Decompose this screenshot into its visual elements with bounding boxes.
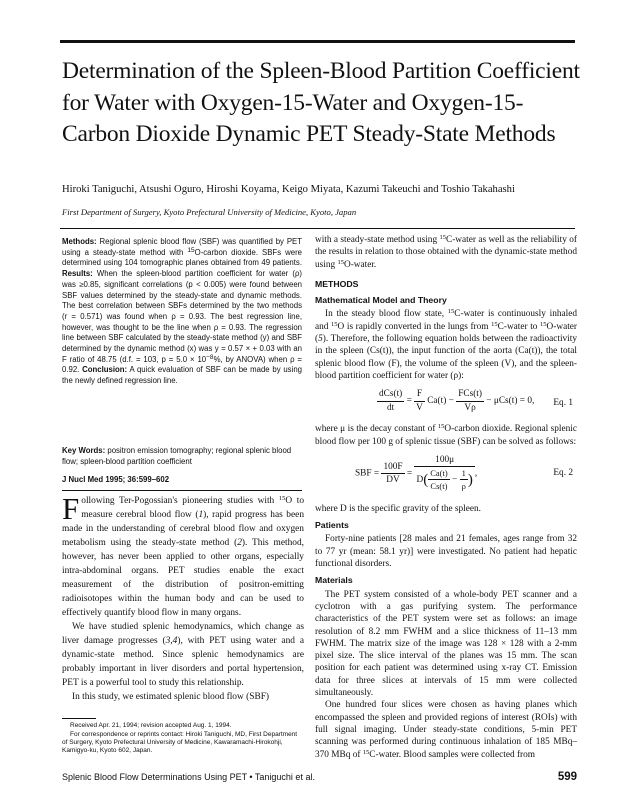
- methods-heading: METHODS: [315, 278, 359, 289]
- patients-paragraph: Forty-nine patients [28 males and 21 females, ages range from 32 to 77 yr (mean: 58.1 yr)] were investigated. No patient had hepatic functional disorders.: [315, 534, 577, 570]
- received-note: Received Apr. 21, 1994; revision accepted Aug. 1, 1994.: [70, 722, 232, 729]
- after-equation-1: where μ is the decay constant of $^{15}$O-carbon dioxide. Regional splenic blood flow per 100 g of splenic tissue (SBF) can be solved as follows:: [315, 423, 577, 447]
- keywords-label: Key Words:: [62, 446, 106, 455]
- materials-heading: Materials: [315, 575, 353, 586]
- drop-cap: F: [62, 491, 80, 526]
- footnote: [62, 722, 302, 756]
- intro-continued: with a steady-state method using $^{15}$C-water as well as the reliability of the results in relation to those obtained with the dynamic-state method using $^{15}$O-water.: [315, 234, 577, 270]
- article-title: Determination of the Spleen-Blood Partition Coefficient for Water with Oxygen-15-Water and Oxygen-15-Carbon Dioxide Dynamic PET Steady-State Methods: [62, 58, 580, 147]
- footnote-rule: [62, 718, 96, 719]
- affiliation: First Department of Surgery, Kyoto Prefectural University of Medicine, Kyoto, Japan: [62, 207, 357, 217]
- intro-paragraph-3: In this study, we estimated splenic blood flow (SBF): [72, 692, 270, 702]
- correspondence-note: For correspondence or reprints contact: Hiroki Taniguchi, MD, First Department of Surgery, Kyoto Prefectural University of Medicine, Kawaramachi-Hirokohji, Kamigyo-ku, Kyoto 602, Japan.: [62, 731, 298, 754]
- header-rule: [60, 228, 575, 229]
- running-title: Splenic Blood Flow Determinations Using PET • Taniguchi et al.: [62, 772, 315, 782]
- body-right-column: [315, 234, 577, 761]
- equation-2-number: Eq. 2: [553, 467, 573, 478]
- top-rule: [60, 40, 575, 43]
- citation-ref: 2: [237, 538, 242, 548]
- model-heading: Mathematical Model and Theory: [315, 295, 447, 306]
- keywords: Key Words: positron emission tomography; regional splenic blood flow; spleen-blood partition coefficient: [62, 446, 292, 466]
- abstract-results-label: Results:: [62, 269, 93, 279]
- equation-1: $\frac{\text{dCs(t)}}{dt}$ = $\frac{F}{V}$ Ca(t) − $\frac{\text{FCs(t)}}{V\rho}$ − μCs(t) = 0, Eq. 1: [379, 389, 573, 413]
- abstract-rule: [62, 490, 302, 491]
- intro-paragraph-2: We have studied splenic hemodynamics, which change as liver damage progresses (3,4), with PET using water and a dynamic-state method. Since splenic hemodynamics are probably important in liver disorders and portal hypertension, PET is a powerful tool to study this relationship.: [62, 622, 304, 688]
- intro-paragraph-1: Following Ter-Pogossian's pioneering studies with $^{15}$O to measure cerebral blood flow (1), rapid progress has been made in the understanding of cerebral blood flow and oxygen metabolism using the steady-state method (2). This method, however, has never been applied to other organs, especially intra-abdominal organs. PET studies enable the exact measurement of the distribution of positron-emitting radioisotopes within the human body and can be used to effectively quantify blood flow in many organs.: [62, 491, 305, 618]
- page-number: 599: [557, 771, 577, 783]
- equation-2: SBF = $\frac{100F}{DV}$ = 100μ D( $\frac{Ca(t)}{Cs(t)}$ − $\frac{1}{\rho}$ ) , Eq. 2: [355, 454, 573, 492]
- materials-paragraph-2: One hundred four slices were chosen as having planes which encompassed the spleen and provided regions of interest (ROIs) with full signal imaging. Under steady-state conditions, 5-min PET scanning was performed during continuous inhalation of 185 MBq–370 MBq of $^{15}$C-water. Blood samples were collected from: [315, 700, 577, 760]
- page-footer: [62, 772, 577, 782]
- citation-ref: 1: [198, 510, 204, 520]
- model-paragraph: In the steady blood flow state, $^{15}$C-water is continuously inhaled and $^{15}$O is rapidly converted in the lungs from $^{15}$C-water to $^{15}$O-water (5). Therefore, the following equation holds between the radioactivity in the spleen (Cs(t)), the input function of the aorta (Ca(t)), the total splenic blood flow (F), the volume of the spleen (V), and the spleen-blood partition coefficient for water (ρ):: [315, 308, 578, 381]
- citation-ref: 3,4: [165, 636, 178, 646]
- after-equation-2: where D is the specific gravity of the spleen.: [315, 503, 481, 514]
- patients-heading: Patients: [315, 520, 349, 531]
- body-left-column: [62, 491, 305, 704]
- materials-paragraph-1: The PET system consisted of a whole-body PET scanner and a cyclotron with a gas purifying system. The performance characteristics of the PET system were set as follows: an image resolution of 8.2 mm FWHM and a slice thickness of 11–13 mm FWHM. The matrix size of the image was 128 × 128 with a 2-mm pixel size. The slice interval of the planes was 15 mm. The scan position for each patient was determined using x-ray CT. Emission data for three slices at intervals of 15 mm were collected simultaneously.: [315, 589, 577, 699]
- journal-reference: J Nucl Med 1995; 36:599–602: [62, 475, 170, 484]
- citation-ref: 5: [318, 334, 323, 345]
- equation-1-number: Eq. 1: [553, 398, 573, 409]
- author-list: Hiroki Taniguchi, Atsushi Oguro, Hiroshi Koyama, Keigo Miyata, Kazumi Takeuchi and Toshio Takahashi: [62, 184, 515, 195]
- abstract: Methods: Regional splenic blood flow (SBF) was quantified by PET using a steady-state method with $^{15}$O-carbon dioxide. SBFs were determined using 104 tomographic planes obtained from 49 patients. Results: When the spleen-blood partition coefficient for water (ρ) was ≥0.85, significant correlations (p < 0.005) were found between SBF values determined by the steady-state and dynamic methods. The best correlation between SBFs determined by the two methods (r = 0.571) was found when ρ = 0.93. The best regression line, however, was thought to be the line when ρ = 0.93. The regression line between SBF calculated by the steady-state method (y) and SBF determined by the dynamic method (x) was y = 0.57 × + 0.03 with an F ratio of 48.75 (d.f. = 103, $p = 5.0 \times 10^{-8}\%$, by ANOVA) when ρ = 0.92. Conclusion: A quick evaluation of SBF can be made by using the newly defined regression line.: [62, 237, 302, 386]
- abstract-conclusion-label: Conclusion:: [82, 365, 128, 375]
- abstract-methods-label: Methods:: [62, 237, 97, 246]
